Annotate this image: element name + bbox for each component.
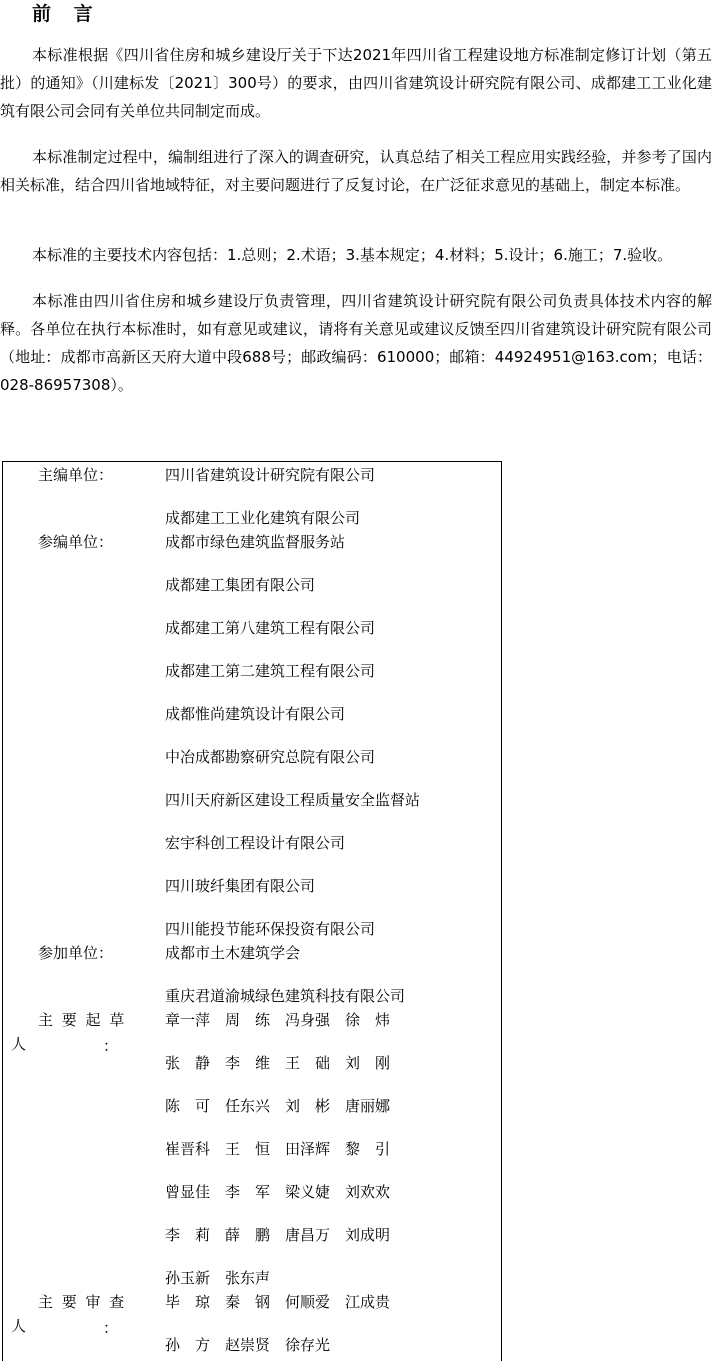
reviewer-names: 孙 方 赵崇贤 徐存光: [165, 1336, 331, 1354]
co-editor-unit: 成都惟尚建筑设计有限公司: [165, 705, 346, 723]
participant-label: 参加单位：: [38, 944, 114, 962]
drafter-names: 崔晋科 王 恒 田泽辉 黎 引: [165, 1140, 391, 1158]
reviewer-label: 主 要 审 查: [38, 1293, 127, 1311]
co-editor-unit: 四川天府新区建设工程质量安全监督站: [165, 791, 421, 809]
drafter-names: 张 静 李 维 王 础 刘 刚: [165, 1054, 391, 1072]
co-editor-unit: 宏宇科创工程设计有限公司: [165, 834, 346, 852]
participant-unit: 重庆君道渝城绿色建筑科技有限公司: [165, 987, 406, 1005]
preface-paragraph: 本标准根据《四川省住房和城乡建设厅关于下达2021年四川省工程建设地方标准制定修订计划（第五批）的通知》（川建标发〔2021〕300号）的要求，由四川省建筑设计研究院有限公司、成都建工工业化建筑有限公司会同有关单位共同制定而成。: [0, 46, 712, 120]
drafter-names: 李 莉 薛 鹏 唐昌万 刘成明: [165, 1226, 391, 1244]
participant-unit: 成都市土木建筑学会: [165, 944, 301, 962]
drafter-label: 主 要 起 草: [38, 1011, 127, 1029]
preface-title: 前 言: [32, 3, 101, 25]
co-editor-unit: 成都建工第二建筑工程有限公司: [165, 662, 376, 680]
reviewer-label-ren: 人: [11, 1317, 27, 1335]
drafter-names: 曾显佳 李 军 梁义婕 刘欢欢: [165, 1183, 391, 1201]
co-editor-unit: 成都建工工业化建筑有限公司: [165, 509, 361, 527]
reviewer-label-colon: ：: [103, 1319, 119, 1337]
co-editor-unit: 成都市绿色建筑监督服务站: [165, 533, 346, 551]
drafter-label-ren: 人: [11, 1035, 27, 1053]
chief-editor-unit: 四川省建筑设计研究院有限公司: [165, 466, 376, 484]
drafter-names: 陈 可 任东兴 刘 彬 唐丽娜: [165, 1097, 391, 1115]
drafter-names: 孙玉新 张东声: [165, 1269, 271, 1287]
drafter-names: 章一萍 周 练 冯身强 徐 炜: [165, 1011, 391, 1029]
co-editor-label: 参编单位：: [38, 533, 114, 551]
reviewer-names: 毕 琼 秦 钢 何顺爱 江成贵: [165, 1293, 391, 1311]
contributors-box: [2, 461, 502, 1361]
co-editor-unit: 成都建工集团有限公司: [165, 576, 316, 594]
preface-paragraph: 本标准由四川省住房和城乡建设厅负责管理，四川省建筑设计研究院有限公司负责具体技术内容的解释。各单位在执行本标准时，如有意见或建议，请将有关意见或建议反馈至四川省建筑设计研究院有限公司（地址：成都市高新区天府大道中段688号；邮政编码：610000；邮箱：44924951@163.com；电话：028-86957308）。: [0, 292, 712, 394]
co-editor-unit: 成都建工第八建筑工程有限公司: [165, 619, 376, 637]
preface-paragraph: 本标准的主要技术内容包括：1.总则；2.术语；3.基本规定；4.材料；5.设计；6.施工；7.验收。: [32, 246, 673, 264]
drafter-label-colon: ：: [103, 1037, 119, 1055]
preface-paragraph: 本标准制定过程中，编制组进行了深入的调查研究，认真总结了相关工程应用实践经验，并参考了国内相关标准，结合四川省地域特征，对主要问题进行了反复讨论，在广泛征求意见的基础上，制定本标准。: [0, 148, 712, 194]
co-editor-unit: 中冶成都勘察研究总院有限公司: [165, 748, 376, 766]
chief-editor-label: 主编单位：: [38, 466, 114, 484]
co-editor-unit: 四川玻纤集团有限公司: [165, 877, 316, 895]
co-editor-unit: 四川能投节能环保投资有限公司: [165, 920, 376, 938]
